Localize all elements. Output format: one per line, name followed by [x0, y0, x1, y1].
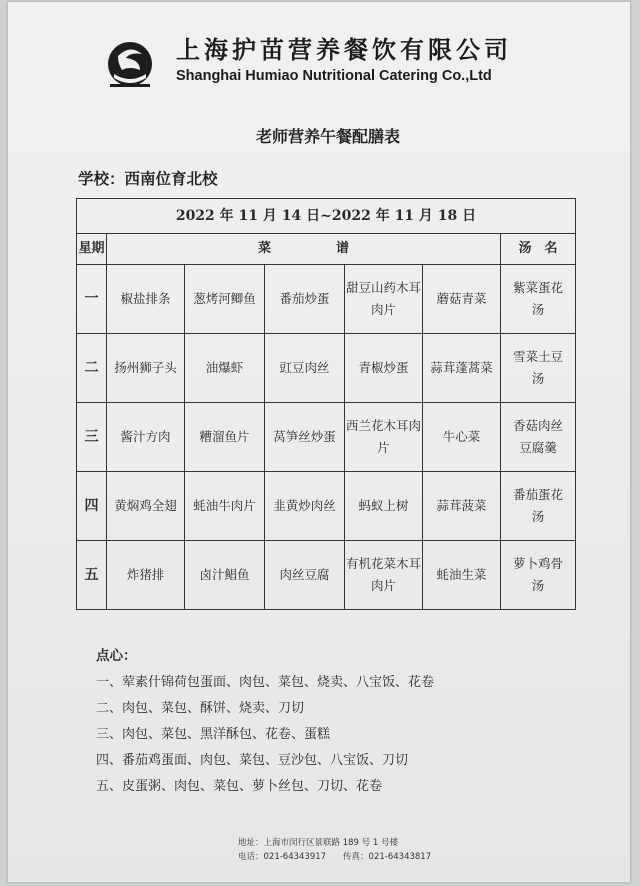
snacks-title: 点心： [96, 648, 137, 664]
dish-cell [107, 334, 185, 403]
dish-cell [185, 265, 265, 334]
date-range-row [77, 199, 576, 234]
dish-label: 葱烤河鲫鱼 [193, 291, 256, 306]
day-label: 二 [84, 360, 99, 376]
dish-label-line1: 蚂蚁上树 [358, 498, 409, 513]
snack-line: 一、荤素什锦荷包蛋面、肉包、菜包、烧卖、八宝饭、花卷 [96, 675, 435, 690]
dish-label: 蚝油生菜 [436, 567, 487, 582]
header-menu: 菜 谱 [107, 234, 501, 265]
dish-cell [185, 541, 265, 610]
dish-label: 蒜茸蓬蒿菜 [430, 360, 493, 375]
day-cell [77, 265, 107, 334]
soup-cell [501, 403, 576, 472]
soup-cell [501, 472, 576, 541]
soup-label-line2: 豆腐羹 [519, 440, 557, 455]
menu-table [76, 198, 576, 610]
dish-label: 肉丝豆腐 [279, 567, 330, 582]
dish-cell [265, 541, 345, 610]
dish-cell [345, 541, 423, 610]
soup-label-line2: 汤 [531, 371, 545, 386]
dish-cell [345, 472, 423, 541]
dish-cell [265, 334, 345, 403]
dish-label: 蘑菇青菜 [436, 291, 487, 306]
dish-label: 炸猪排 [126, 567, 165, 582]
soup-label-line1: 紫菜蛋花 [513, 280, 564, 295]
dish-label: 莴笋丝炒蛋 [273, 429, 336, 444]
dish-cell [265, 265, 345, 334]
day-cell [77, 541, 107, 610]
soup-label-line1: 番茄蛋花 [513, 487, 564, 502]
dish-label: 椒盐排条 [120, 291, 171, 306]
table-row [77, 403, 576, 472]
dish-label: 牛心菜 [442, 429, 481, 444]
table-row [77, 472, 576, 541]
soup-cell [501, 541, 576, 610]
document-sheet [8, 2, 630, 882]
dish-cell [423, 265, 501, 334]
dish-cell [185, 472, 265, 541]
snacks-section [96, 644, 596, 800]
dish-label: 扬州狮子头 [114, 360, 177, 375]
footer-phone-fax: 电话：021-64343917 传真：021-64343817 [238, 852, 432, 862]
dish-cell [345, 265, 423, 334]
snack-line: 二、肉包、菜包、酥饼、烧卖、刀切 [96, 701, 305, 716]
day-label: 一 [84, 291, 99, 307]
dish-label-line2: 肉片 [370, 302, 396, 317]
dish-label-line2: 肉片 [370, 578, 396, 593]
header-soup: 汤 名 [501, 234, 576, 265]
soup-label-line2: 汤 [531, 302, 545, 317]
dish-label: 糟溜鱼片 [199, 429, 250, 444]
table-row [77, 541, 576, 610]
dish-label-line1: 青椒炒蛋 [358, 360, 409, 375]
day-label: 四 [84, 498, 99, 514]
dish-label: 黄焖鸡全翅 [114, 498, 177, 513]
day-label: 三 [84, 429, 99, 445]
dish-label: 豇豆肉丝 [279, 360, 330, 375]
day-cell [77, 472, 107, 541]
dish-label-line1: 有机花菜木耳 [345, 556, 421, 571]
footer-contact [238, 836, 498, 864]
dish-label: 油爆虾 [205, 360, 244, 375]
dish-cell [423, 403, 501, 472]
dish-label: 蚝油牛肉片 [193, 498, 256, 513]
dish-cell [265, 403, 345, 472]
dish-cell [185, 403, 265, 472]
soup-label-line1: 雪菜土豆 [513, 349, 564, 364]
company-name-en: Shanghai Humiao Nutritional Catering Co.,Ltd [176, 68, 492, 84]
footer-address: 地址：上海市闵行区景联路 189 号 1 号楼 [238, 838, 398, 848]
dish-cell [107, 265, 185, 334]
day-cell [77, 403, 107, 472]
company-name-cn: 上海护苗营养餐饮有限公司 [176, 35, 512, 64]
dish-label: 酱汁方肉 [120, 429, 171, 444]
dish-cell [185, 334, 265, 403]
dish-label: 番茄炒蛋 [279, 291, 330, 306]
soup-cell [501, 265, 576, 334]
dish-label-line1: 甜豆山药木耳 [345, 280, 421, 295]
soup-cell [501, 334, 576, 403]
header-day: 星期 [77, 234, 107, 265]
dish-cell [345, 334, 423, 403]
dish-label: 韭黄炒肉丝 [273, 498, 336, 513]
soup-label-line2: 汤 [531, 578, 545, 593]
table-row [77, 265, 576, 334]
dish-cell [107, 403, 185, 472]
soup-label-line2: 汤 [531, 509, 545, 524]
soup-label-line1: 萝卜鸡骨 [513, 556, 564, 571]
dish-label: 蒜茸菠菜 [436, 498, 487, 513]
document-title: 老师营养午餐配膳表 [255, 127, 400, 146]
dish-label: 卤汁鲳鱼 [199, 567, 250, 582]
dish-label-line1: 西兰花木耳肉 [345, 418, 421, 433]
day-label: 五 [84, 567, 99, 583]
company-logo-icon [104, 40, 156, 92]
table-row [77, 334, 576, 403]
snack-line: 五、皮蛋粥、肉包、菜包、萝卜丝包、刀切、花卷 [96, 779, 383, 794]
table-header-row [77, 234, 576, 265]
dish-label-line2: 片 [377, 440, 390, 455]
snack-line: 三、肉包、菜包、黑洋酥包、花卷、蛋糕 [96, 727, 331, 742]
dish-cell [423, 472, 501, 541]
soup-label-line1: 香菇肉丝 [513, 418, 564, 433]
day-cell [77, 334, 107, 403]
date-range: 2022 年 11 月 14 日~2022 年 11 月 18 日 [77, 199, 576, 234]
dish-cell [265, 472, 345, 541]
dish-cell [345, 403, 423, 472]
dish-cell [423, 334, 501, 403]
school-name: 学校：西南位育北校 [78, 169, 218, 188]
dish-cell [423, 541, 501, 610]
dish-cell [107, 541, 185, 610]
snack-line: 四、番茄鸡蛋面、肉包、菜包、豆沙包、八宝饭、刀切 [96, 753, 409, 768]
dish-cell [107, 472, 185, 541]
